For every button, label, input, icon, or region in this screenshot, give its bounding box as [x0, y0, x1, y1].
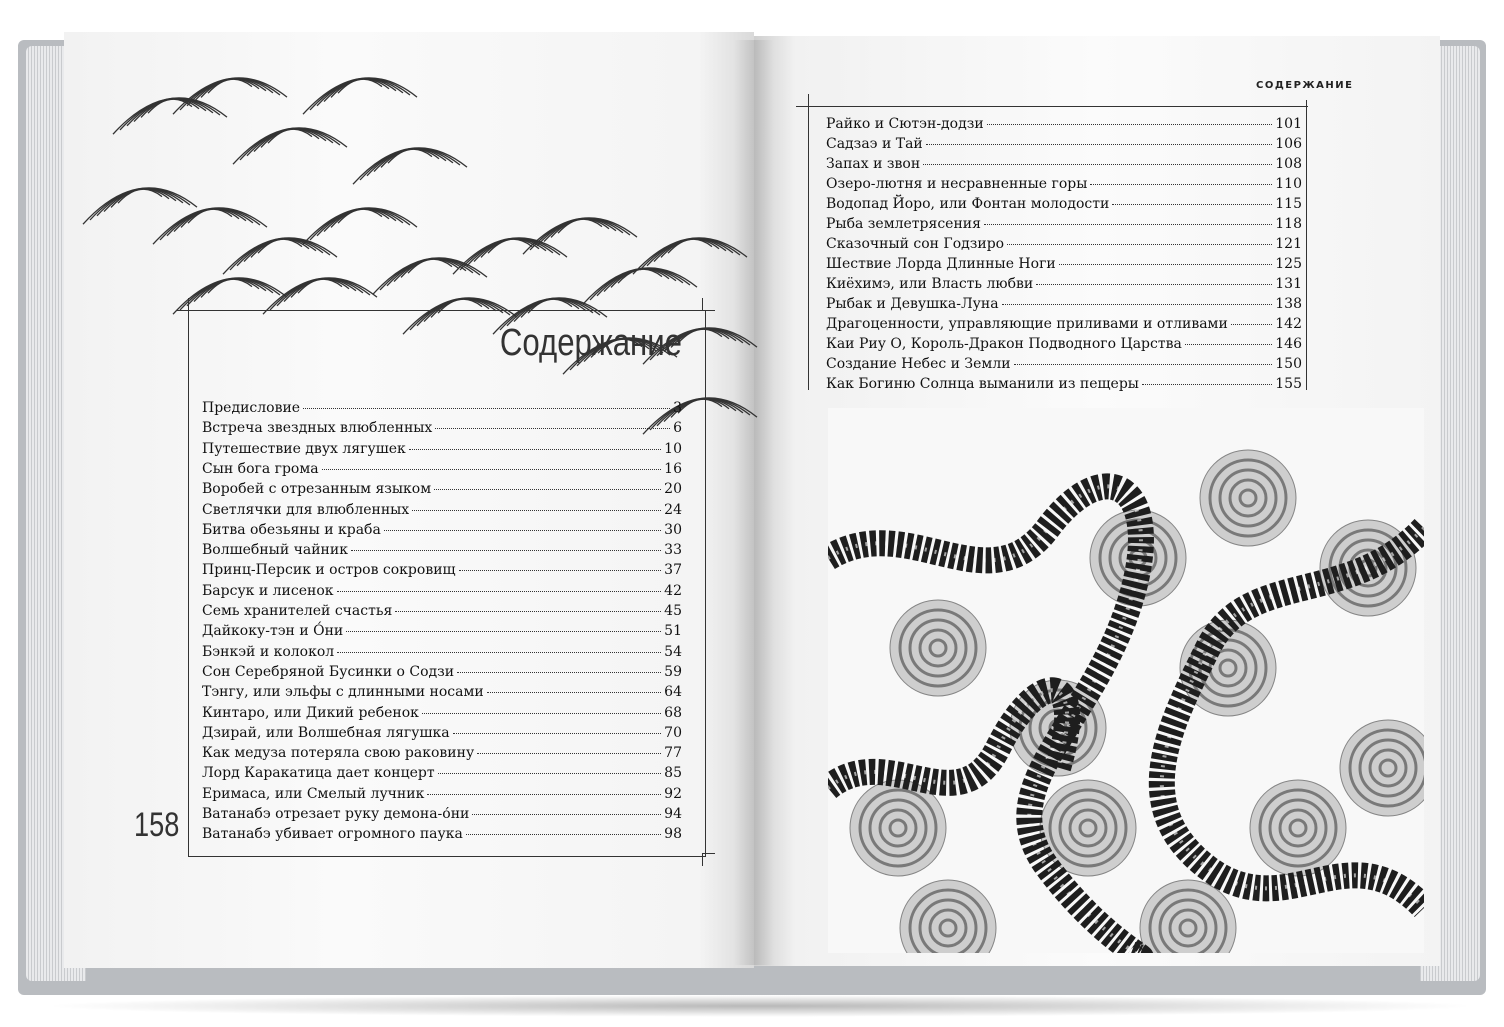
- toc-entry-page: 92: [664, 785, 682, 802]
- toc-entry-title: Рыба землетрясения: [826, 216, 981, 232]
- toc-entry-page: 150: [1275, 356, 1302, 372]
- toc-entry-title: Райко и Сютэн-додзи: [826, 116, 984, 132]
- toc-entry: [826, 196, 1302, 216]
- toc-entry: [202, 826, 682, 846]
- toc-entry: [202, 461, 682, 481]
- toc-entry-title: Создание Небес и Земли: [826, 356, 1011, 372]
- dragon-illustration: [828, 408, 1424, 953]
- toc-leader-dots: [346, 631, 661, 632]
- toc-leader-dots: [337, 652, 661, 653]
- toc-entry-page: 125: [1275, 256, 1302, 272]
- toc-entry-title: Битва обезьяны и краба: [202, 521, 381, 538]
- toc-entry: [202, 725, 682, 745]
- toc-entry-page: 138: [1275, 296, 1302, 312]
- toc-entry: [202, 644, 682, 664]
- toc-entry: [202, 684, 682, 704]
- toc-leader-dots: [1014, 364, 1273, 365]
- toc-entry: [202, 420, 682, 440]
- toc-leader-dots: [303, 408, 670, 409]
- toc-entry-page: 10: [664, 440, 682, 457]
- toc-entry-title: Сказочный сон Годзиро: [826, 236, 1005, 252]
- toc-leader-dots: [337, 591, 662, 592]
- toc-entry-page: 37: [664, 562, 682, 579]
- toc-entry-title: Дзирай, или Волшебная лягушка: [202, 724, 450, 741]
- toc-entry: [826, 156, 1302, 176]
- toc-entry: [202, 623, 682, 643]
- toc-leader-dots: [412, 510, 661, 511]
- toc-entry-page: 45: [664, 603, 682, 619]
- toc-entry-title: Ватанабэ отрезает руку демона-о́ни: [202, 806, 470, 822]
- toc-entry: [826, 116, 1302, 136]
- toc-entry-page: 106: [1275, 136, 1302, 152]
- toc-entry: [202, 583, 682, 603]
- toc-entry-title: Еримаса, или Смелый лучник: [202, 785, 425, 802]
- toc-entry-page: 94: [664, 806, 682, 822]
- toc-leader-dots: [459, 570, 662, 571]
- toc-entry-page: 118: [1275, 216, 1302, 232]
- toc-leader-dots: [438, 773, 662, 774]
- frame-line: [1306, 100, 1307, 390]
- toc-leader-dots: [395, 611, 661, 612]
- toc-entry-page: 131: [1275, 276, 1302, 292]
- toc-leader-dots: [384, 530, 661, 531]
- toc-leader-dots: [477, 753, 661, 754]
- toc-leader-dots: [422, 713, 661, 714]
- toc-leader-dots: [427, 794, 661, 795]
- toc-entry-title: Путешествие двух лягушек: [202, 440, 406, 457]
- toc-entry: [826, 176, 1302, 196]
- page-number: 158: [134, 806, 180, 844]
- toc-leader-dots: [1036, 284, 1272, 285]
- dragon-pattern-image: [828, 408, 1424, 953]
- toc-entry-title: Сон Серебряной Бусинки о Содзи: [202, 663, 455, 680]
- toc-leader-dots: [487, 692, 661, 693]
- toc-entry: [826, 356, 1302, 376]
- toc-entry-title: Сын бога грома: [202, 460, 319, 477]
- toc-leader-dots: [1112, 204, 1272, 205]
- toc-entry: [202, 400, 682, 420]
- toc-entry: [202, 481, 682, 501]
- book-shadow: [40, 995, 1480, 1017]
- toc-entry-title: Шествие Лорда Длинные Ноги: [826, 256, 1056, 272]
- toc-entry: [202, 786, 682, 806]
- page-title: Содержание: [499, 322, 682, 364]
- toc-entry-page: 33: [664, 542, 682, 559]
- toc-entry-title: Как Богиню Солнца выманили из пещеры: [826, 376, 1139, 392]
- toc-entry: [826, 376, 1302, 396]
- toc-leader-dots: [1002, 304, 1273, 305]
- toc-entry-title: Лорд Каракатица дает концерт: [202, 765, 435, 782]
- toc-leader-dots: [351, 550, 661, 551]
- toc-entry-page: 3: [673, 400, 682, 416]
- toc-entry-page: 20: [664, 481, 682, 498]
- toc-entry-page: 121: [1275, 236, 1302, 252]
- frame-corner: [702, 853, 715, 866]
- toc-entry-title: Семь хранителей счастья: [202, 603, 393, 619]
- toc-entry-page: 101: [1275, 116, 1302, 132]
- toc-leader-dots: [1185, 344, 1272, 345]
- running-head: СОДЕРЖАНИЕ: [1256, 80, 1354, 91]
- toc-entry-title: Как медуза потеряла свою раковину: [202, 745, 475, 762]
- toc-entry-title: Садзаэ и Тай: [826, 136, 923, 152]
- toc-leader-dots: [1090, 184, 1272, 185]
- toc-entry: [826, 236, 1302, 256]
- toc-entry-title: Бэнкэй и колокол: [202, 643, 335, 660]
- toc-entry: [202, 664, 682, 684]
- toc-entry-page: 64: [664, 684, 682, 701]
- toc-entry-title: Светлячки для влюбленных: [202, 501, 410, 518]
- toc-entry: [202, 542, 682, 562]
- toc-leader-dots: [1231, 324, 1272, 325]
- toc-leader-dots: [435, 428, 670, 429]
- toc-entry-title: Киёхимэ, или Власть любви: [826, 276, 1034, 292]
- toc-entry-title: Дайкоку-тэн и О́ни: [202, 623, 344, 640]
- toc-entry-title: Воробей с отрезанным языком: [202, 481, 432, 498]
- toc-entry-page: 6: [673, 420, 682, 437]
- toc-entry: [202, 745, 682, 765]
- toc-entry-page: 108: [1275, 156, 1302, 172]
- toc-entry-title: Кинтаро, или Дикий ребенок: [202, 704, 419, 721]
- toc-entry-page: 30: [664, 521, 682, 538]
- toc-leader-dots: [1007, 244, 1272, 245]
- toc-entry-page: 115: [1275, 196, 1302, 212]
- toc-leader-dots: [434, 489, 661, 490]
- toc-entry-title: Встреча звездных влюбленных: [202, 420, 433, 437]
- toc-entry-title: Тэнгу, или эльфы с длинными носами: [202, 684, 484, 701]
- frame-line: [808, 106, 1308, 107]
- toc-entry-page: 155: [1275, 376, 1302, 392]
- toc-entry: [826, 296, 1302, 316]
- toc-leader-dots: [926, 144, 1273, 145]
- toc-entry-page: 70: [664, 724, 682, 741]
- toc-entry-title: Водопад Йоро, или Фонтан молодости: [826, 196, 1110, 212]
- toc-entry: [202, 441, 682, 461]
- toc-entry-page: 110: [1275, 176, 1302, 192]
- toc-entry-title: Барсук и лисенок: [202, 582, 334, 599]
- toc-leader-dots: [984, 224, 1272, 225]
- toc-entry-title: Озеро-лютня и несравненные горы: [826, 176, 1088, 192]
- toc-leader-dots: [472, 814, 661, 815]
- toc-entry-page: 146: [1275, 336, 1302, 352]
- toc-entry: [202, 562, 682, 582]
- toc-entry-page: 16: [664, 460, 682, 477]
- toc-entry-page: 142: [1275, 316, 1302, 332]
- toc-leader-dots: [466, 834, 661, 835]
- frame-corner: [796, 94, 809, 107]
- toc-leader-dots: [457, 672, 661, 673]
- toc-leader-dots: [409, 449, 661, 450]
- toc-leader-dots: [987, 124, 1273, 125]
- toc-entry-title: Рыбак и Девушка-Луна: [826, 296, 999, 312]
- toc-entry-title: Каи Риу О, Король-Дракон Подводного Царства: [826, 336, 1182, 352]
- toc-entry: [826, 316, 1302, 336]
- toc-entry-title: Ватанабэ убивает огромного паука: [202, 826, 463, 843]
- toc-entry: [202, 522, 682, 542]
- toc-entry: [202, 502, 682, 522]
- toc-entry: [202, 806, 682, 826]
- toc-leader-dots: [1059, 264, 1273, 265]
- toc-entry-page: 42: [664, 582, 682, 599]
- toc-entry-title: Волшебный чайник: [202, 542, 348, 559]
- toc-leader-dots: [322, 469, 662, 470]
- toc-leader-dots: [1142, 384, 1272, 385]
- toc-entry-title: Предисловие: [202, 400, 301, 416]
- toc-entry: [826, 256, 1302, 276]
- toc-entry: [202, 765, 682, 785]
- frame-line: [808, 100, 809, 390]
- toc-entry-title: Запах и звон: [826, 156, 921, 172]
- frame-corner: [176, 298, 189, 311]
- toc-leader-dots: [453, 733, 662, 734]
- toc-entry-page: 77: [664, 745, 682, 762]
- toc-entry: [826, 136, 1302, 156]
- toc-entry-page: 24: [664, 501, 682, 518]
- toc-leader-dots: [923, 164, 1272, 165]
- toc-entry-page: 54: [664, 643, 682, 660]
- toc-entry: [202, 705, 682, 725]
- toc-entry-page: 85: [664, 765, 682, 782]
- frame-corner: [702, 298, 715, 311]
- toc-entry-page: 68: [664, 704, 682, 721]
- toc-entry: [826, 276, 1302, 296]
- toc-entry-title: Драгоценности, управляющие приливами и отливами: [826, 316, 1228, 332]
- toc-entry: [202, 603, 682, 623]
- toc-entry-title: Принц-Персик и остров сокровищ: [202, 562, 456, 579]
- toc-entry-page: 98: [664, 826, 682, 843]
- toc-entry: [826, 336, 1302, 356]
- toc-entry-page: 59: [664, 663, 682, 680]
- toc-entry-page: 51: [664, 623, 682, 640]
- toc-entry: [826, 216, 1302, 236]
